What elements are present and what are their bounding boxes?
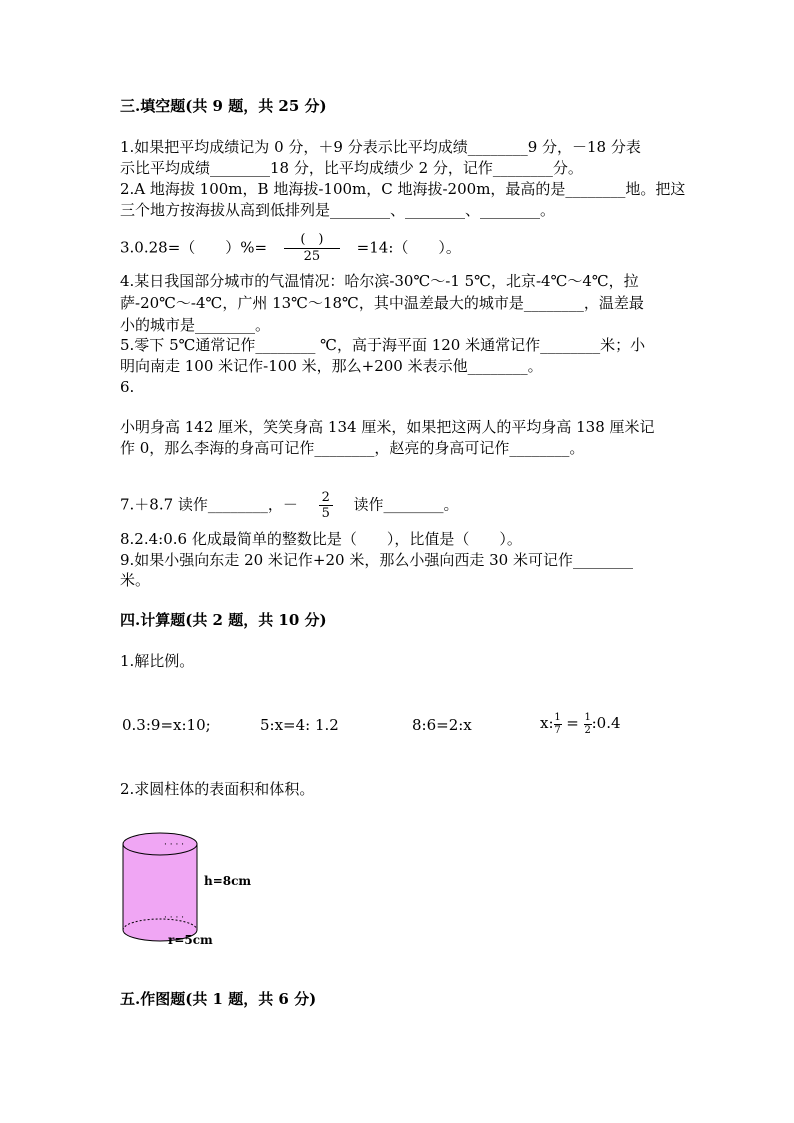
q3-part2: =14:（ ）。 (356, 238, 461, 257)
cylinder-height-label: h=8cm (204, 874, 252, 888)
cylinder-body (123, 844, 197, 930)
q2-line2: 三个地方按海拔从高到低排列是________、________、________。 (120, 201, 556, 219)
cylinder-radius-label: r=5cm (168, 933, 213, 947)
cylinder-top-dots: · · · · (164, 840, 185, 850)
section5-heading: 五.作图题(共 1 题，共 6 分) (120, 990, 317, 1008)
eq4-frac2-den: 2 (584, 724, 591, 736)
proportion-eq3: 8:6=2:x (412, 716, 472, 734)
cylinder-top (123, 833, 197, 855)
q6-line2: 作 0，那么李海的身高可记作________，赵亮的身高可记作________。 (120, 439, 585, 457)
q7-frac-den: 5 (319, 505, 333, 521)
q7-part1: 7.＋8.7 读作________，－ (120, 495, 298, 514)
q7-fraction (319, 490, 333, 521)
q9-line2: 米。 (120, 571, 151, 589)
eq4-eq: = (561, 714, 584, 732)
q5-line1: 5.零下 5℃通常记作________ ℃，高于海平面 120 米通常记作________米；小 (120, 336, 646, 354)
q6-line1: 小明身高 142 厘米，笑笑身高 134 厘米，如果把这两人的平均身高 138 厘米记 (120, 418, 655, 436)
proportion-eq2: 5:x=4: 1.2 (260, 716, 339, 734)
eq4-frac1-num: 1 (554, 711, 561, 723)
q3-line (120, 232, 461, 265)
q4-line3: 小的城市是________。 (120, 316, 271, 334)
cylinder-bottom-dots: · · · · (164, 913, 185, 923)
section4-heading: 四.计算题(共 2 题，共 10 分) (120, 611, 327, 629)
q3-frac-num: ( ) (300, 232, 324, 247)
proportion-eq1: 0.3:9=x:10; (122, 716, 211, 734)
q1-line2: 示比平均成绩________18 分，比平均成绩少 2 分，记作________分。 (120, 159, 583, 177)
q8-line: 8.2.4:0.6 化成最简单的整数比是（ ），比值是（ ）。 (120, 530, 522, 548)
calc-q2-title: 2.求圆柱体的表面积和体积。 (120, 780, 315, 798)
q2-line1: 2.A 地海拔 100m，B 地海拔-100m，C 地海拔-200m，最高的是________地。把这 (120, 180, 686, 198)
q3-fraction (284, 232, 340, 265)
eq4-post: :0.4 (591, 714, 621, 732)
eq4-frac2 (584, 712, 592, 737)
q7-part2: 读作________。 (353, 495, 459, 514)
proportion-eq4 (540, 708, 621, 738)
q7-frac-num: 2 (321, 490, 330, 505)
eq4-frac2-num: 1 (584, 711, 591, 723)
calc-q1-title: 1.解比例。 (120, 652, 195, 670)
q3-frac-den: 25 (284, 248, 340, 265)
eq4-frac1-den: 7 (554, 724, 561, 736)
eq4-pre: x: (540, 714, 554, 732)
q7-line (120, 490, 459, 521)
section3-heading: 三.填空题(共 9 题，共 25 分) (120, 97, 327, 115)
q3-part1: 3.0.28=（ ）%= (120, 238, 268, 257)
eq4-frac1 (554, 712, 562, 737)
q5-line2: 明向南走 100 米记作-100 米，那么+200 米表示他________。 (120, 357, 543, 375)
q9-line1: 9.如果小强向东走 20 米记作+20 米，那么小强向西走 30 米可记作________ (120, 551, 633, 569)
q6-number: 6. (120, 378, 135, 396)
q1-line1: 1.如果把平均成绩记为 0 分，＋9 分表示比平均成绩________9 分，－18 分表 (120, 138, 641, 156)
q4-line2: 萨-20℃～-4℃，广州 13℃～18℃，其中温差最大的城市是________，温差最 (120, 294, 644, 312)
q4-line1: 4.某日我国部分城市的气温情况：哈尔滨-30℃～-1 5℃，北京-4℃～4℃，拉 (120, 272, 639, 290)
